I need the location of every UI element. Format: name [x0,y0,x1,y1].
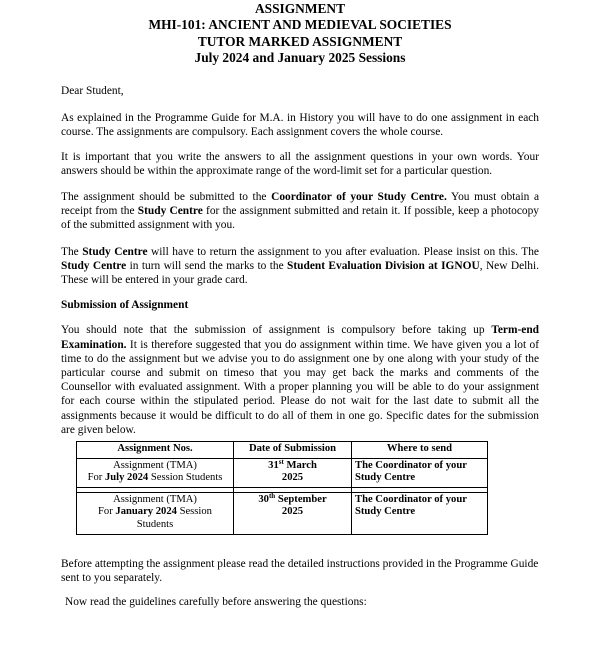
header-line-1: ASSIGNMENT [254,1,346,16]
date-day: 30 [258,493,269,505]
header-line-4: July 2024 and January 2025 Sessions [194,50,406,66]
header-date-of-submission: Date of Submission [234,442,352,459]
paragraph-5 [61,323,539,437]
submission-table [76,441,488,535]
p5-text-2: It is therefore suggested that you do assignment within time. We have given you a lot of time to do the assignment but we advise you to do assignment one by one along with your study of the particular course and submit on timeso that you may get back the marks and comments of the Counsellor with evaluated assignment. With a proper planning you will be able to do your assignment for each course within the stipulated period. Please do not wait for the last date to submit all the assignments because it would be difficult to do all of them in one go. Specific dates for the submission are given below. [61,338,539,436]
p5-bold-1: Term-end Examination. [61,324,539,351]
submission-heading: Submission of Assignment [61,299,189,312]
date-ordinal: th [268,491,276,500]
date-day: 31 [268,459,279,471]
p4-bold-3: Student Evaluation Division at IGNOU [287,259,480,272]
paragraph-1: As explained in the Programme Guide for M.A. in History you will have to do one assignment in each course. The assignments are compulsory. Each assignment covers the whole course. [61,112,539,139]
paragraph-4 [61,245,539,288]
where-line-1: The Coordinator of your [355,459,467,471]
session-label [80,472,230,485]
where-line-2: Study Centre [355,472,416,484]
assignment-label: Assignment (TMA) [113,459,197,471]
date-cell-january [234,492,352,534]
date-ordinal: st [278,457,284,466]
date-year: 2025 [281,472,304,484]
where-line-2: Study Centre [355,506,416,518]
table-row [77,458,488,487]
where-line-1: The Coordinator of your [355,493,467,505]
p4-bold-2: Study Centre [61,259,127,272]
header-line-3: TUTOR MARKED ASSIGNMENT [197,33,403,49]
session-name: January 2024 [115,506,177,518]
session-prefix: For [87,472,105,484]
assignment-label: Assignment (TMA) [113,493,197,505]
p3-text-3: for the assignment submitted and retain it. If possible, keep a photocopy of the submitted assignment with you. [61,205,539,232]
header-where-to-send: Where to send [352,442,488,459]
table-row [77,492,488,534]
p5-text-1: You should note that the submission of assignment is compulsory before taking up [61,324,492,337]
submission-date [237,457,348,473]
document-header [0,1,600,67]
p4-text-3: , New Delhi. These will be entered in your grade card. [61,259,540,287]
session-prefix: For [98,506,116,518]
salutation: Dear Student, [61,85,124,97]
p3-text-1: The assignment should be submitted to the [61,191,272,204]
assignment-cell-july [77,458,234,487]
p4-bold-1: Study Centre [82,245,148,258]
date-cell-july [234,458,352,487]
date-year: 2025 [281,506,304,518]
p4-text-0: The [61,245,83,258]
date-month: March [283,459,317,471]
p4-text-2: in turn will send the marks to the [126,259,288,272]
session-students: Students [136,519,174,531]
p4-text-1: will have to return the assignment to you after evaluation. Please insist on this. The [147,245,539,258]
submission-date [237,491,348,507]
paragraph-2: It is important that you write the answers to all the assignment questions in your own words. Your answers should be within the approximate range of the word-limit set for a particular question. [61,150,539,177]
session-name: July 2024 [104,472,149,484]
paragraph-6: Before attempting the assignment please read the detailed instructions provided in the Programme Guide sent to you separately. [61,557,539,584]
document-body [61,84,539,619]
table-header-row [77,442,488,459]
session-label [80,506,230,519]
where-cell-january [352,492,488,534]
header-assignment-nos: Assignment Nos. [77,442,234,459]
session-suffix: Session [176,506,212,518]
session-suffix: Session Students [148,472,223,484]
paragraph-3 [61,190,539,233]
p3-bold-1: Coordinator of your Study Centre. [271,191,447,204]
assignment-cell-january [77,492,234,534]
where-cell-july [352,458,488,487]
header-line-2: MHI-101: ANCIENT AND MEDIEVAL SOCIETIES [148,17,452,33]
p3-text-2: You must obtain a receipt from the [61,191,539,218]
date-month: September [275,493,327,505]
p3-bold-2: Study Centre [137,205,203,218]
paragraph-7: Now read the guidelines carefully before answering the questions: [65,596,367,609]
